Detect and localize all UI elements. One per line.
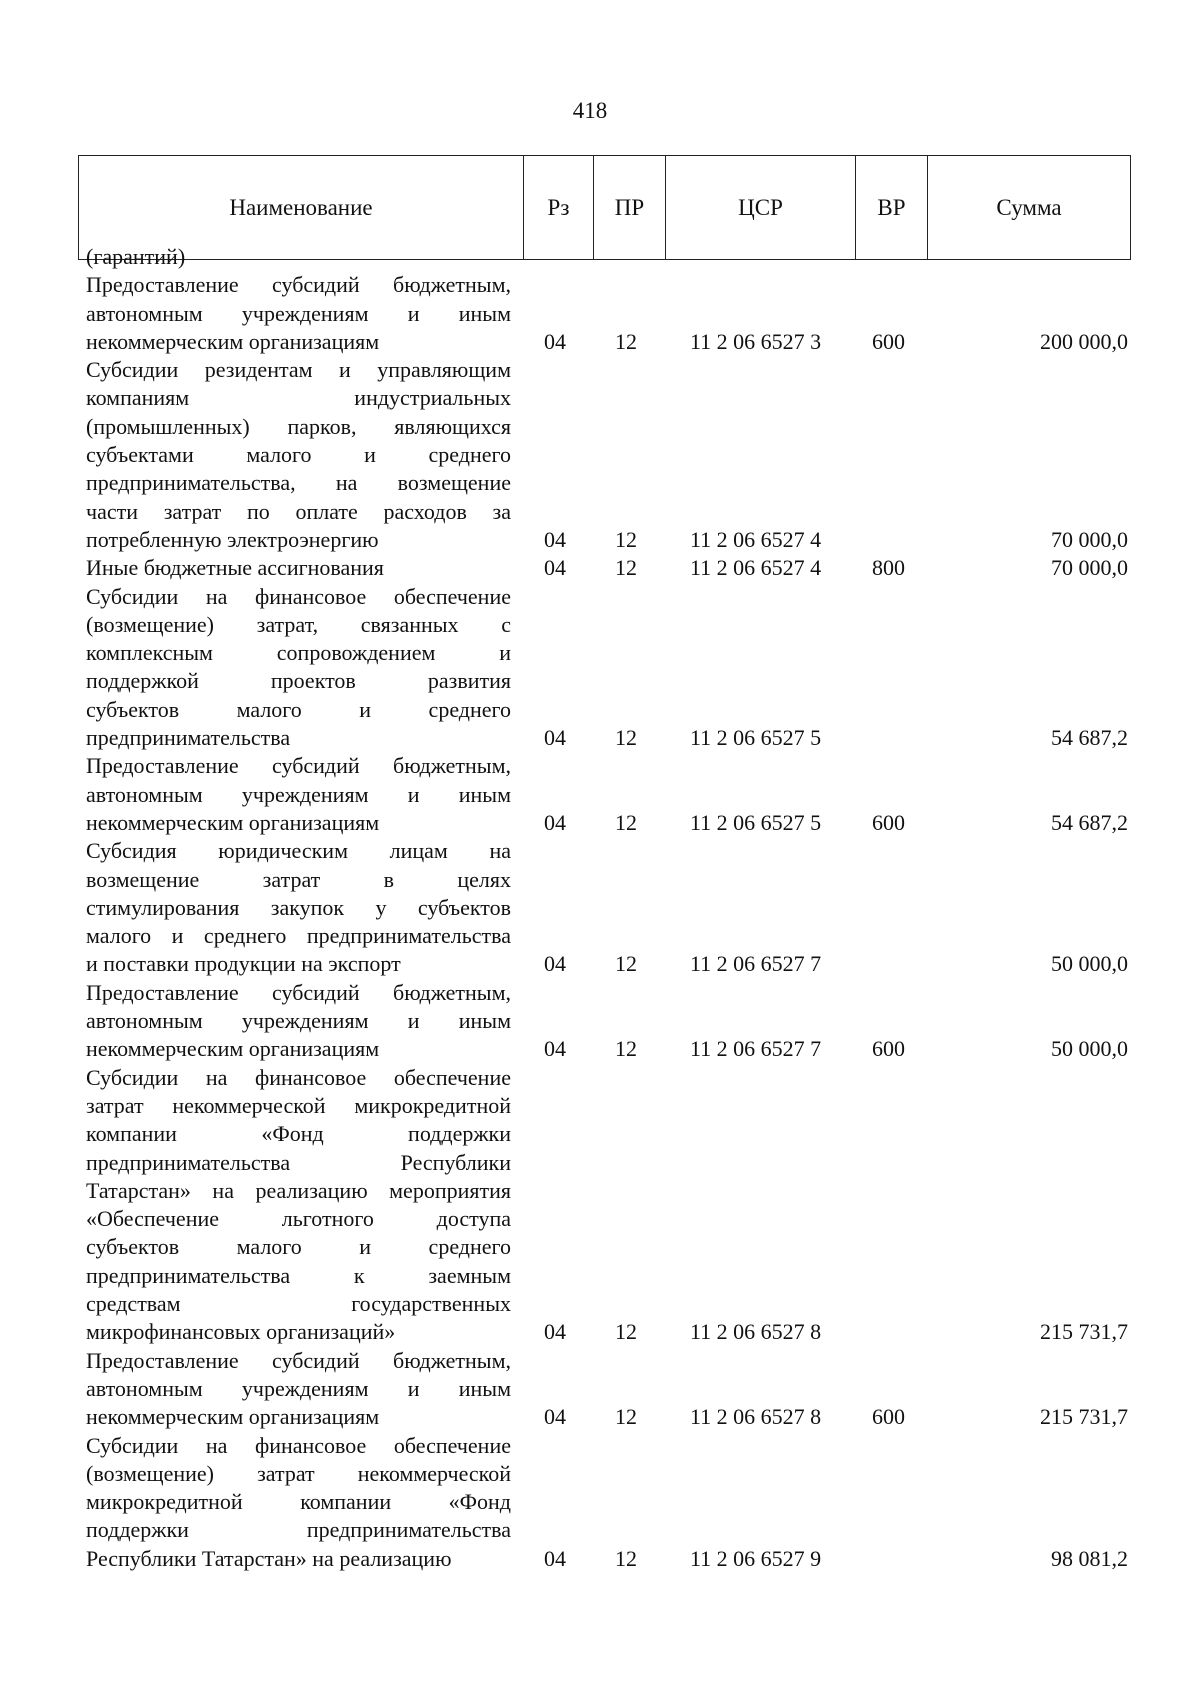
row-name-line: субъектов малого и среднего [86, 696, 511, 722]
row-sum: 50 000,0 [1051, 951, 1128, 977]
row-name-line: возмещение затрат в целях [86, 866, 511, 892]
row-vr: 600 [872, 809, 905, 835]
header-name: Наименование [79, 156, 524, 259]
row-name-line: субъектами малого и среднего [86, 442, 511, 468]
row-sum: 70 000,0 [1051, 555, 1128, 581]
row-csr: 11 2 06 6527 7 [690, 1036, 822, 1062]
row-csr: 11 2 06 6527 3 [690, 328, 822, 354]
row-rz: 04 [544, 1545, 566, 1571]
row-name-line: комплексным сопровождением и [86, 640, 511, 666]
row-pr: 12 [615, 951, 637, 977]
row-name [86, 271, 511, 356]
row-name-line: некоммерческим организациям [86, 328, 380, 354]
row-name-line: Предоставление субсидий бюджетным, [86, 272, 511, 298]
row-name-line: средствам государственных [86, 1291, 511, 1317]
row-csr: 11 2 06 6527 4 [690, 555, 822, 581]
row-pr: 12 [615, 526, 637, 552]
row-sum: 50 000,0 [1051, 1036, 1128, 1062]
row-rz: 04 [544, 1404, 566, 1430]
row-name-line: предпринимательства [86, 725, 291, 751]
header-vr: ВР [856, 156, 928, 259]
row-name-line: предпринимательства, на возмещение [86, 470, 511, 496]
row-name-line: компании «Фонд поддержки [86, 1121, 511, 1147]
row-name-line: Субсидии резидентам и управляющим [86, 357, 511, 383]
row-vr: 600 [872, 1036, 905, 1062]
row-rz: 04 [544, 555, 566, 581]
page-number: 418 [572, 98, 608, 123]
row-name-line: некоммерческим организациям [86, 1404, 380, 1430]
row-name-line: компаниям индустриальных [86, 385, 511, 411]
row-sum: 98 081,2 [1051, 1545, 1128, 1571]
row-name [86, 243, 511, 271]
header-rz: Рз [524, 156, 594, 259]
row-pr: 12 [615, 555, 637, 581]
row-rz: 04 [544, 526, 566, 552]
row-name-line: Иные бюджетные ассигнования [86, 555, 384, 581]
row-name [86, 752, 511, 837]
row-name-line: предпринимательства к заемным [86, 1262, 511, 1288]
row-csr: 11 2 06 6527 8 [690, 1319, 822, 1345]
row-sum: 200 000,0 [1040, 328, 1128, 354]
row-name [86, 1064, 511, 1347]
row-vr: 800 [872, 555, 905, 581]
row-name [86, 356, 511, 554]
row-name-line: Предоставление субсидий бюджетным, [86, 1347, 511, 1373]
row-name-line: потребленную электроэнергию [86, 526, 379, 552]
row-name-line: автономным учреждениям и иным [86, 1375, 511, 1401]
row-name-line: автономным учреждениям и иным [86, 300, 511, 326]
row-name-line: (возмещение) затрат, связанных с [86, 611, 511, 637]
row-csr: 11 2 06 6527 4 [690, 526, 822, 552]
row-name-line: (гарантий) [86, 244, 186, 269]
row-name-line: Предоставление субсидий бюджетным, [86, 753, 511, 779]
row-pr: 12 [615, 328, 637, 354]
row-name-line: поддержкой проектов развития [86, 668, 511, 694]
row-name [86, 837, 511, 978]
row-rz: 04 [544, 1036, 566, 1062]
row-name-line: Субсидия юридическим лицам на [86, 838, 511, 864]
row-name-line: некоммерческим организациям [86, 1036, 380, 1062]
row-name-line: автономным учреждениям и иным [86, 1008, 511, 1034]
header-csr: ЦСР [666, 156, 856, 259]
row-name-line: (возмещение) затрат некоммерческой [86, 1460, 511, 1486]
row-name-line: Субсидии на финансовое обеспечение [86, 1064, 511, 1090]
row-name-line: предпринимательства Республики [86, 1149, 511, 1175]
row-name-line: затрат некоммерческой микрокредитной [86, 1092, 511, 1118]
row-name-line: автономным учреждениям и иным [86, 781, 511, 807]
row-name-line: части затрат по оплате расходов за [86, 498, 511, 524]
row-csr: 11 2 06 6527 5 [690, 725, 822, 751]
row-pr: 12 [615, 1404, 637, 1430]
row-name [86, 979, 511, 1064]
row-csr: 11 2 06 6527 9 [690, 1545, 822, 1571]
row-sum: 215 731,7 [1040, 1404, 1128, 1430]
row-csr: 11 2 06 6527 7 [690, 951, 822, 977]
row-name-line: микрокредитной компании «Фонд [86, 1489, 511, 1515]
row-name-line: субъектов малого и среднего [86, 1234, 511, 1260]
row-pr: 12 [615, 725, 637, 751]
row-name-line: стимулирования закупок у субъектов [86, 894, 511, 920]
row-pr: 12 [615, 1545, 637, 1571]
row-rz: 04 [544, 328, 566, 354]
row-name [86, 583, 511, 753]
row-name-line: «Обеспечение льготного доступа [86, 1206, 511, 1232]
row-name-line: некоммерческим организациям [86, 809, 380, 835]
row-sum: 54 687,2 [1051, 725, 1128, 751]
row-name-line: Республики Татарстан» на реализацию [86, 1545, 452, 1571]
row-name-line: Татарстан» на реализацию мероприятия [86, 1177, 511, 1203]
row-rz: 04 [544, 725, 566, 751]
row-name [86, 1432, 511, 1573]
row-vr: 600 [872, 1404, 905, 1430]
header-pr: ПР [594, 156, 666, 259]
row-sum: 70 000,0 [1051, 526, 1128, 552]
row-name [86, 1347, 511, 1432]
row-rz: 04 [544, 809, 566, 835]
row-sum: 215 731,7 [1040, 1319, 1128, 1345]
row-csr: 11 2 06 6527 8 [690, 1404, 822, 1430]
row-pr: 12 [615, 809, 637, 835]
row-pr: 12 [615, 1036, 637, 1062]
row-name-line: Субсидии на финансовое обеспечение [86, 583, 511, 609]
row-name-line: малого и среднего предпринимательства [86, 923, 511, 949]
row-pr: 12 [615, 1319, 637, 1345]
row-rz: 04 [544, 1319, 566, 1345]
row-name-line: Субсидии на финансовое обеспечение [86, 1432, 511, 1458]
row-rz: 04 [544, 951, 566, 977]
row-csr: 11 2 06 6527 5 [690, 809, 822, 835]
row-name-line: Предоставление субсидий бюджетным, [86, 979, 511, 1005]
row-name-line: (промышленных) парков, являющихся [86, 413, 511, 439]
header-sum: Сумма [996, 194, 1062, 220]
row-name-line: поддержки предпринимательства [86, 1517, 511, 1543]
row-name-line: и поставки продукции на экспорт [86, 951, 401, 977]
row-sum: 54 687,2 [1051, 809, 1128, 835]
row-name-line: микрофинансовых организаций» [86, 1319, 396, 1345]
row-vr: 600 [872, 328, 905, 354]
row-name [86, 554, 511, 582]
